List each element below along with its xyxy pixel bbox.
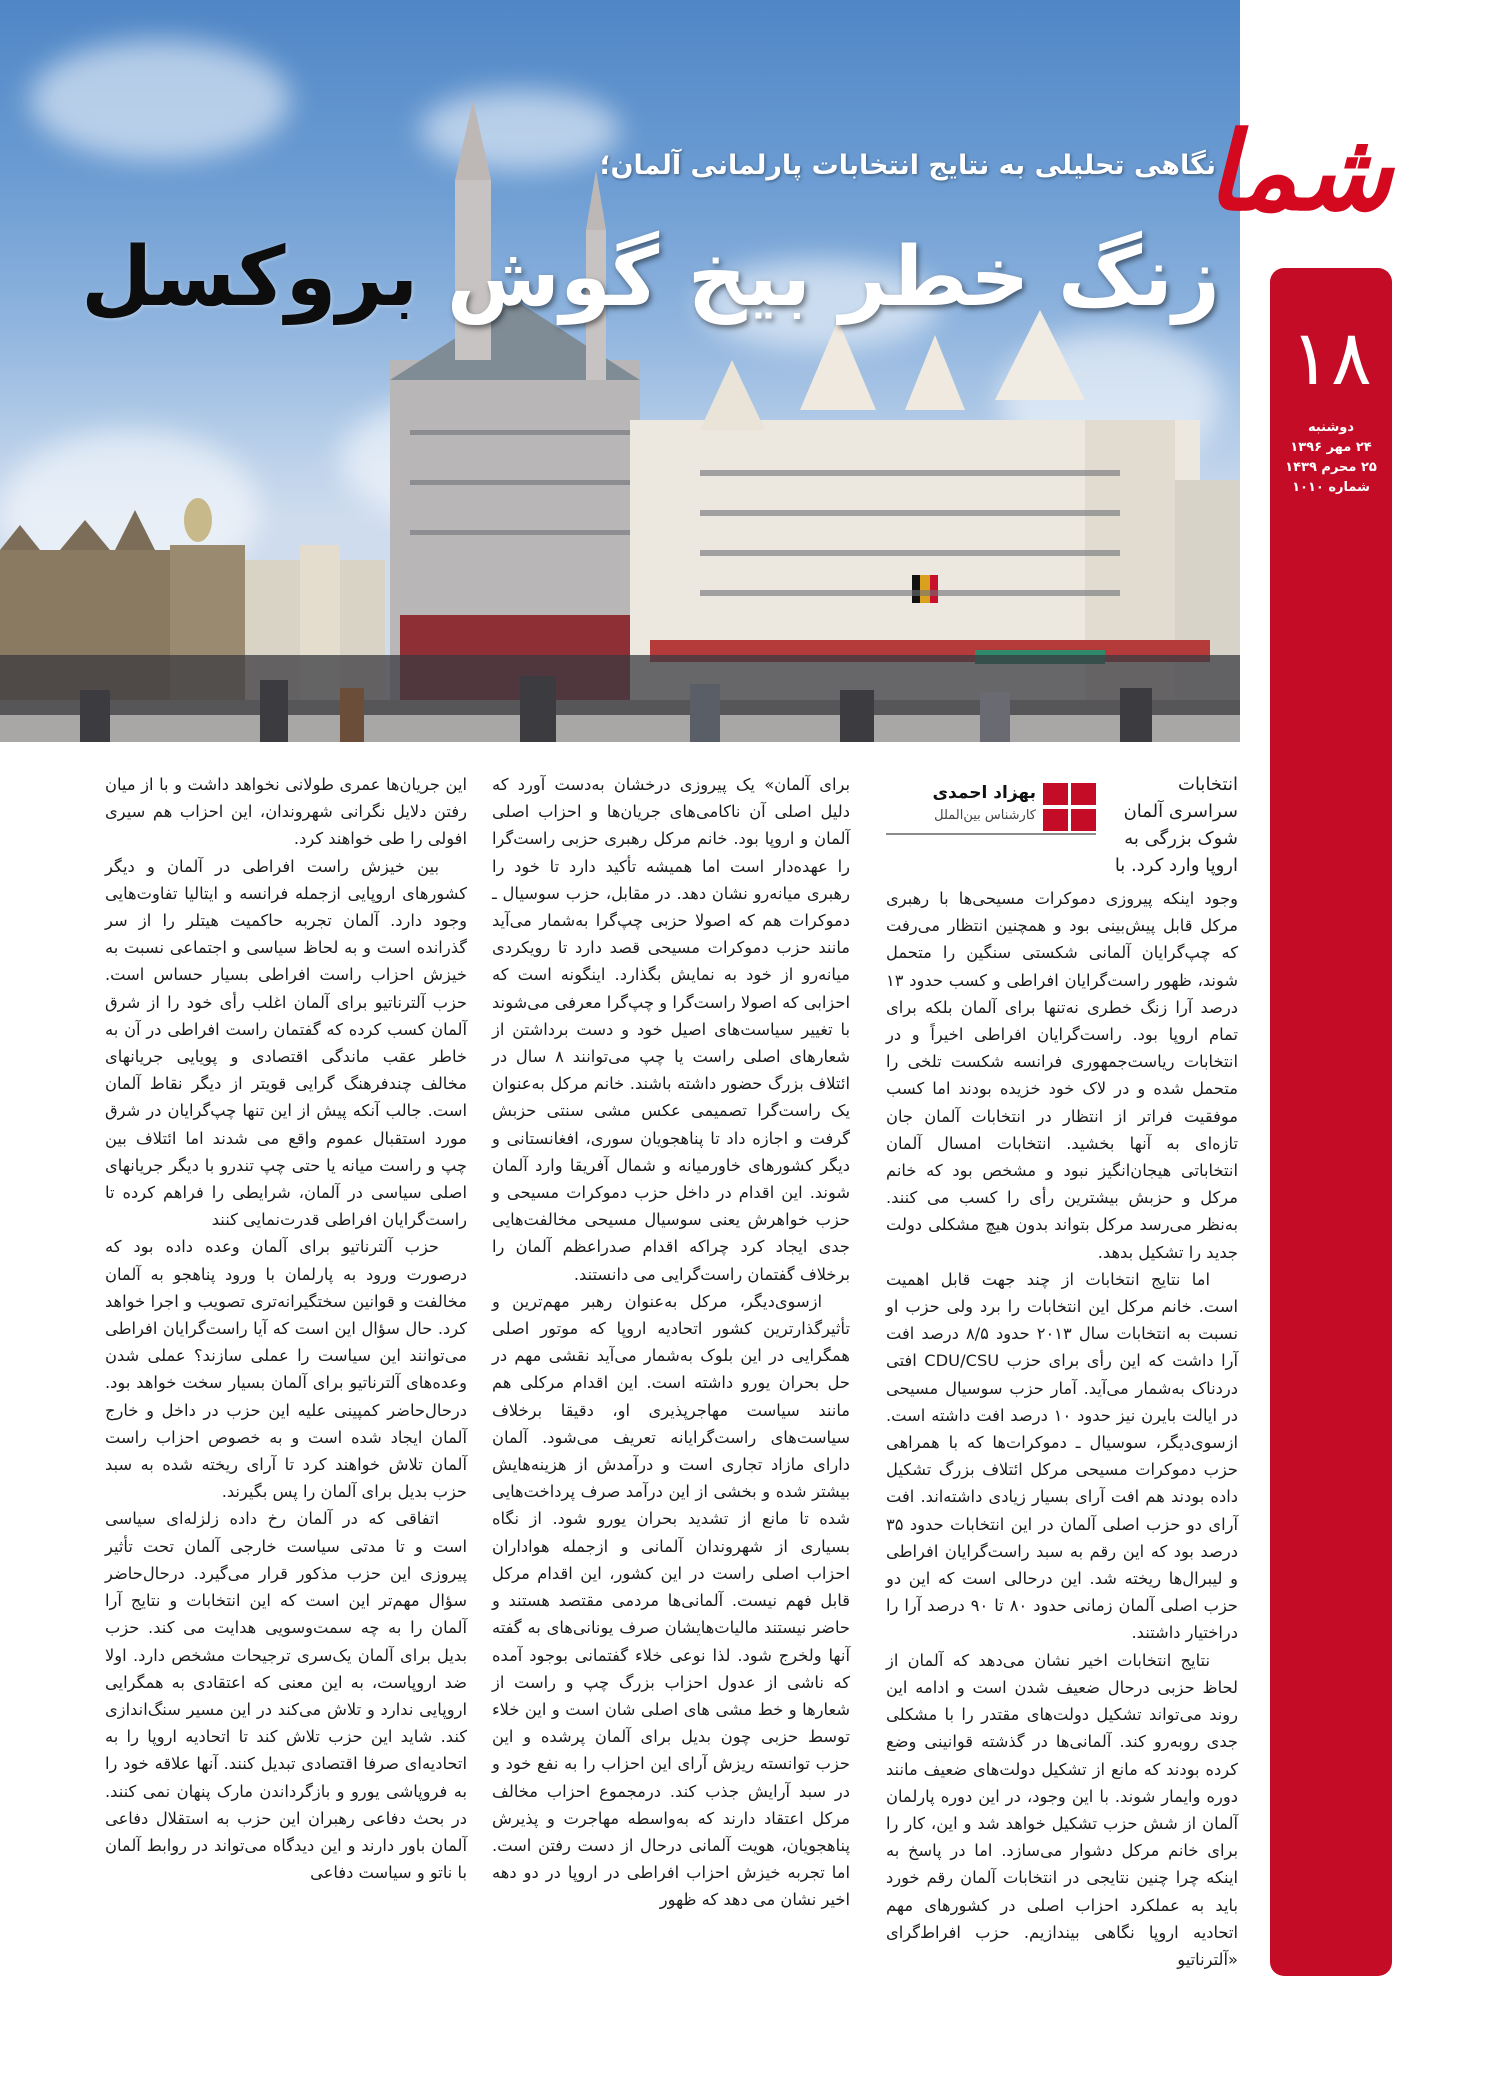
paragraph: بین خیزش راست افراطی در آلمان و دیگر کشورهای اروپایی ازجمله فرانسه و ایتالیا تفاوت‌هایی وجود دارد. آلمان تجربه حاکمیت هیتلر را از سر گذرانده است و به لحاظ سیاسی و اجتماعی نسبت به خیزش احزاب راست افراطی بسیار حساس است. حزب آلترناتیو برای آلمان اغلب رأی خود را از شرق آلمان کسب کرده که گفتمان راست افراطی در آن به خاطر عقب ماندگی اقتصادی و پویایی جریانهای مخالف چندفرهنگ گرایی قویتر از دیگر نقاط آلمان است. جالب آنکه پیش از این تنها چپ‌گرایان در شرق مورد استقبال عموم واقع می شدند اما ائتلاف بین چپ و راست میانه یا حتی چپ تندرو با دیگر جریانهای اصلی سیاسی در آلمان، شرایطی را فراهم کرده تا راست‌گرایان افراطی قدرت‌نمایی کنند	[105, 856, 467, 1230]
town-hall	[390, 100, 640, 710]
newspaper-logo	[1206, 80, 1392, 265]
article-column-right	[886, 771, 1238, 1973]
author-box	[886, 781, 1096, 843]
author-squares-icon	[1043, 783, 1096, 831]
author-divider	[886, 833, 1096, 835]
paragraph: ازسوی‌دیگر، مرکل به‌عنوان رهبر مهم‌ترین و تأثیرگذارترین کشور اتحادیه اروپا که موتور اصلی همگرایی در این بلوک به‌شمار می‌آید نقشی مهم در حل بحران یورو داشته است. این اقدام مرکلی هم مانند سیاست مهاجرپذیری او، دقیقا برخلاف سیاست‌های راست‌گرایانه تعریف می‌شود. آلمان دارای مازاد تجاری است و درآمدش از هزینه‌هایش بیشتر شده و بخشی از این درآمد صرف پرداخت‌هایی شده تا مانع از تشدید بحران یورو شود. از نگاه بسیاری از شهروندان آلمانی و ازجمله هواداران احزاب اصلی راست در این کشور، این اقدام مرکل قابل فهم نیست. آلمانی‌ها مردمی مقتصد هستند و حاضر نیستند مالیات‌هایشان صرف یونانی‌های به گفته آنها ولخرج شود. لذا نوعی خلاء گفتمانی بوجود آمده که ناشی از عدول احزاب بزرگ چپ و راست از شعارها و خط مشی های اصلی شان است و این خلاء توسط حزبی چون بدیل برای آلمان پرشده و این حزب توانسته ریزش آرای این احزاب را به نفع خود و در سبد آرایش جذب کند. درمجموع احزاب مخالف مرکل اعتقاد دارند که به‌واسطه مهاجرت و پذیرش پناهجویان، هویت آلمانی درحال از دست رفتن است. اما تجربه خیزش احزاب افراطی در اروپا در دو دهه اخیر نشان می دهد که ظهور	[492, 1291, 850, 1910]
paragraph: نتایج انتخابات اخیر نشان می‌دهد که آلمان از لحاظ حزبی درحال ضعیف شدن است و ادامه این روند می‌تواند تشکیل دولت‌های مقتدر را با مشکلی جدی روبه‌رو کند. آلمانی‌ها در گذشته قوانینی وضع کرده بودند که مانع از تشکیل دولت‌های ضعیف مانند دوره وایمار شوند. با این وجود، در این دوره پارلمان آلمان از شش حزب تشکیل خواهد شد و این، کار را برای خانم مرکل دشوار می‌سازد. اما در پاسخ به اینکه چرا چنین نتایجی در انتخابات آلمان رقم خورد باید به عملکرد احزاب اصلی در کشورهای مهم اتحادیه اروپا نگاهی بیندازیم. حزب افراط‌گرای «آلترناتیو	[886, 1650, 1238, 1969]
solar-date: ۲۴ مهر ۱۳۹۶	[1290, 440, 1372, 455]
article-kicker: نگاهی تحلیلی به نتایج انتخابات پارلمانی آلمان؛	[599, 150, 1216, 181]
author-name: بهزاد احمدی	[932, 783, 1036, 803]
paragraph: برای آلمان» یک پیروزی درخشان به‌دست آورد که دلیل اصلی آن ناکامی‌های جریان‌ها و احزاب اصلی آلمان و اروپا بود. خانم مرکل رهبری حزبی راست‌گرا را عهده‌دار است اما همیشه تأکید دارد تا خود را رهبری میانه‌رو نشان دهد. در مقابل، حزب سوسیال ـ دموکرات هم که اصولا حزبی چپ‌گرا به‌شمار می‌آید مانند حزب دموکرات مسیحی قصد دارد تا رویکردی میانه‌رو از خود به نمایش بگذارد. اینگونه است که احزابی که اصولا راست‌گرا و چپ‌گرا معرفی می‌شوند با تغییر سیاست‌های اصیل خود و دست برداشتن از شعارهای اصلی راست یا چپ می‌توانند ۸ سال در ائتلاف بزرگ حضور داشته باشند. خانم مرکل به‌عنوان یک راست‌گرا تصمیمی عکس مشی سنتی حزبش گرفت و اجازه داد تا پناهجویان سوری، افغانستانی و دیگر کشورهای خاورمیانه و شمال آفریقا وارد آلمان شوند. این اقدام در داخل حزب دموکرات مسیحی و حزب خواهرش یعنی سوسیال مسیحی مخالفت‌هایی جدی ایجاد کرد چراکه اقدام صدراعظم آلمان را برخلاف گفتمان راست‌گرایی می دانستند.	[492, 775, 850, 1284]
paragraph: این جریان‌ها عمری طولانی نخواهد داشت و با از میان رفتن دلایل نگرانی شهروندان، این احزاب هم سیری افولی را طی خواهند کرد.	[105, 775, 467, 849]
paragraph: وجود اینکه پیروزی دموکرات مسیحی‌ها با رهبری مرکل قابل پیش‌بینی بود و همچنین انتظار می‌رفت که چپ‌گرایان آلمانی شکستی سنگین را متحمل شوند، ظهور راست‌گرایان افراطی و کسب حدود ۱۳ درصد آرا زنگ خطری نه‌تنها برای آلمان بلکه برای تمام اروپا بود. راست‌گرایان افراطی اخیراً و در انتخابات ریاست‌جمهوری فرانسه شکست تلخی را متحمل شده و در لاک خود خزیده بودند اما کسب موفقیت فراتر از انتظار در انتخابات آلمان جان تازه‌ای به آنها بخشید. انتخابات امسال آلمان انتخاباتی هیجان‌انگیز نبود و مشخص بود که خانم مرکل و حزبش بیشترین رأی را کسب می کنند. به‌نظر می‌رسد مرکل بتواند بدون هیچ مشکلی دولت جدید را تشکیل بدهد.	[886, 889, 1238, 1262]
paragraph: حزب آلترناتیو برای آلمان وعده داده بود که درصورت ورود به پارلمان با ورود پناهجو به آلمان مخالفت و قوانین سختگیرانه‌تری تصویب و اجرا خواهد کرد. حال سؤال این است که آیا راست‌گرایان افراطی می‌توانند این سیاست را عملی سازند؟ عملی شدن وعده‌های آلترناتیو برای آلمان بسیار سخت خواهد بود. درحال‌حاضر کمپینی علیه این حزب در داخل و خارج آلمان ایجاد شده است و به خصوص احزاب راست آلمان تلاش خواهند کرد تا آرای ریخته شده به سبد حزب بدیل برای آلمان را پس بگیرند.	[105, 1237, 467, 1502]
weekday: دوشنبه	[1307, 420, 1355, 435]
headline-black-part: بروکسل	[81, 230, 419, 325]
grand-place-illustration	[0, 0, 1240, 742]
paragraph: اتفاقی که در آلمان رخ داده زلزله‌ای سیاسی است و تا مدتی سیاست خارجی آلمان تحت تأثیر پیروزی این حزب مذکور قرار می‌گیرد. درحال‌حاضر سؤال مهم‌تر این است که این انتخابات و نتایج آرا آلمان را به چه سمت‌وسویی هدایت می کند. حزب بدیل برای آلمان یک‌سری ترجیحات مشخص دارد. اولا ضد اروپاست، به این معنی که اعتقادی به همگرایی اروپایی ندارد و تلاش می‌کند در این مسیر سنگ‌اندازی کند. شاید این حزب تلاش کند تا اتحادیه اروپا را به اتحادیه‌ای صرفا اقتصادی تبدیل کنند. آنها علاقه خود را به فروپاشی یورو و بازگرداندن مارک پنهان نمی کنند. در بحث دفاعی رهبران این حزب به استقلال دفاعی آلمان باور دارند و این دیدگاه می‌تواند در روابط آلمان با ناتو و سیاست دفاعی	[105, 1509, 467, 1883]
issue-info	[1270, 418, 1392, 498]
article-headline	[81, 228, 1220, 328]
lead-in-text: انتخابات سراسری آلمان شوک بزرگی به اروپا وارد کرد. با	[1114, 774, 1238, 876]
author-text	[886, 781, 1036, 827]
author-role: کارشناس بین‌الملل	[934, 808, 1036, 823]
article-column-left	[105, 771, 467, 1886]
article-column-middle	[492, 771, 850, 1914]
issue-number: شماره ۱۰۱۰	[1292, 480, 1370, 495]
page-number: ۱۸	[1290, 313, 1372, 402]
hero-photo	[0, 0, 1240, 742]
page-sidebar	[1270, 268, 1392, 1976]
headline-white-part: زنگ خطر بیخ گوش	[446, 230, 1220, 325]
lunar-date: ۲۵ محرم ۱۴۳۹	[1285, 460, 1377, 475]
byline-block	[886, 771, 1238, 879]
logo-text: شما	[1206, 109, 1392, 235]
paragraph: اما نتایج انتخابات از چند جهت قابل اهمیت است. خانم مرکل این انتخابات را برد ولی حزب او نسبت به انتخابات سال ۲۰۱۳ حدود ۸/۵ درصد افت آرا داشت که این رأی برای حزب CDU/CSU افتی دردناک به‌شمار می‌آید. آمار حزب سوسیال مسیحی در ایالت بایرن نیز حدود ۱۰ درصد افت داشته است. ازسوی‌دیگر، سوسیال ـ دموکرات‌ها که با همراهی حزب دموکرات مسیحی مرکل ائتلاف بزرگ تشکیل داده بودند هم افت آرای بسیار زیادی داشته‌اند. افت آرای دو حزب اصلی آلمان در این انتخابات حدود ۳۵ درصد بود که این رقم به سبد راست‌گرایان افراطی و لیبرال‌ها ریخته شد. این درحالی است که این دو حزب اصلی آلمان زمانی حدود ۸۰ تا ۹۰ درصد آرا را دراختیار داشتند.	[886, 1269, 1238, 1643]
